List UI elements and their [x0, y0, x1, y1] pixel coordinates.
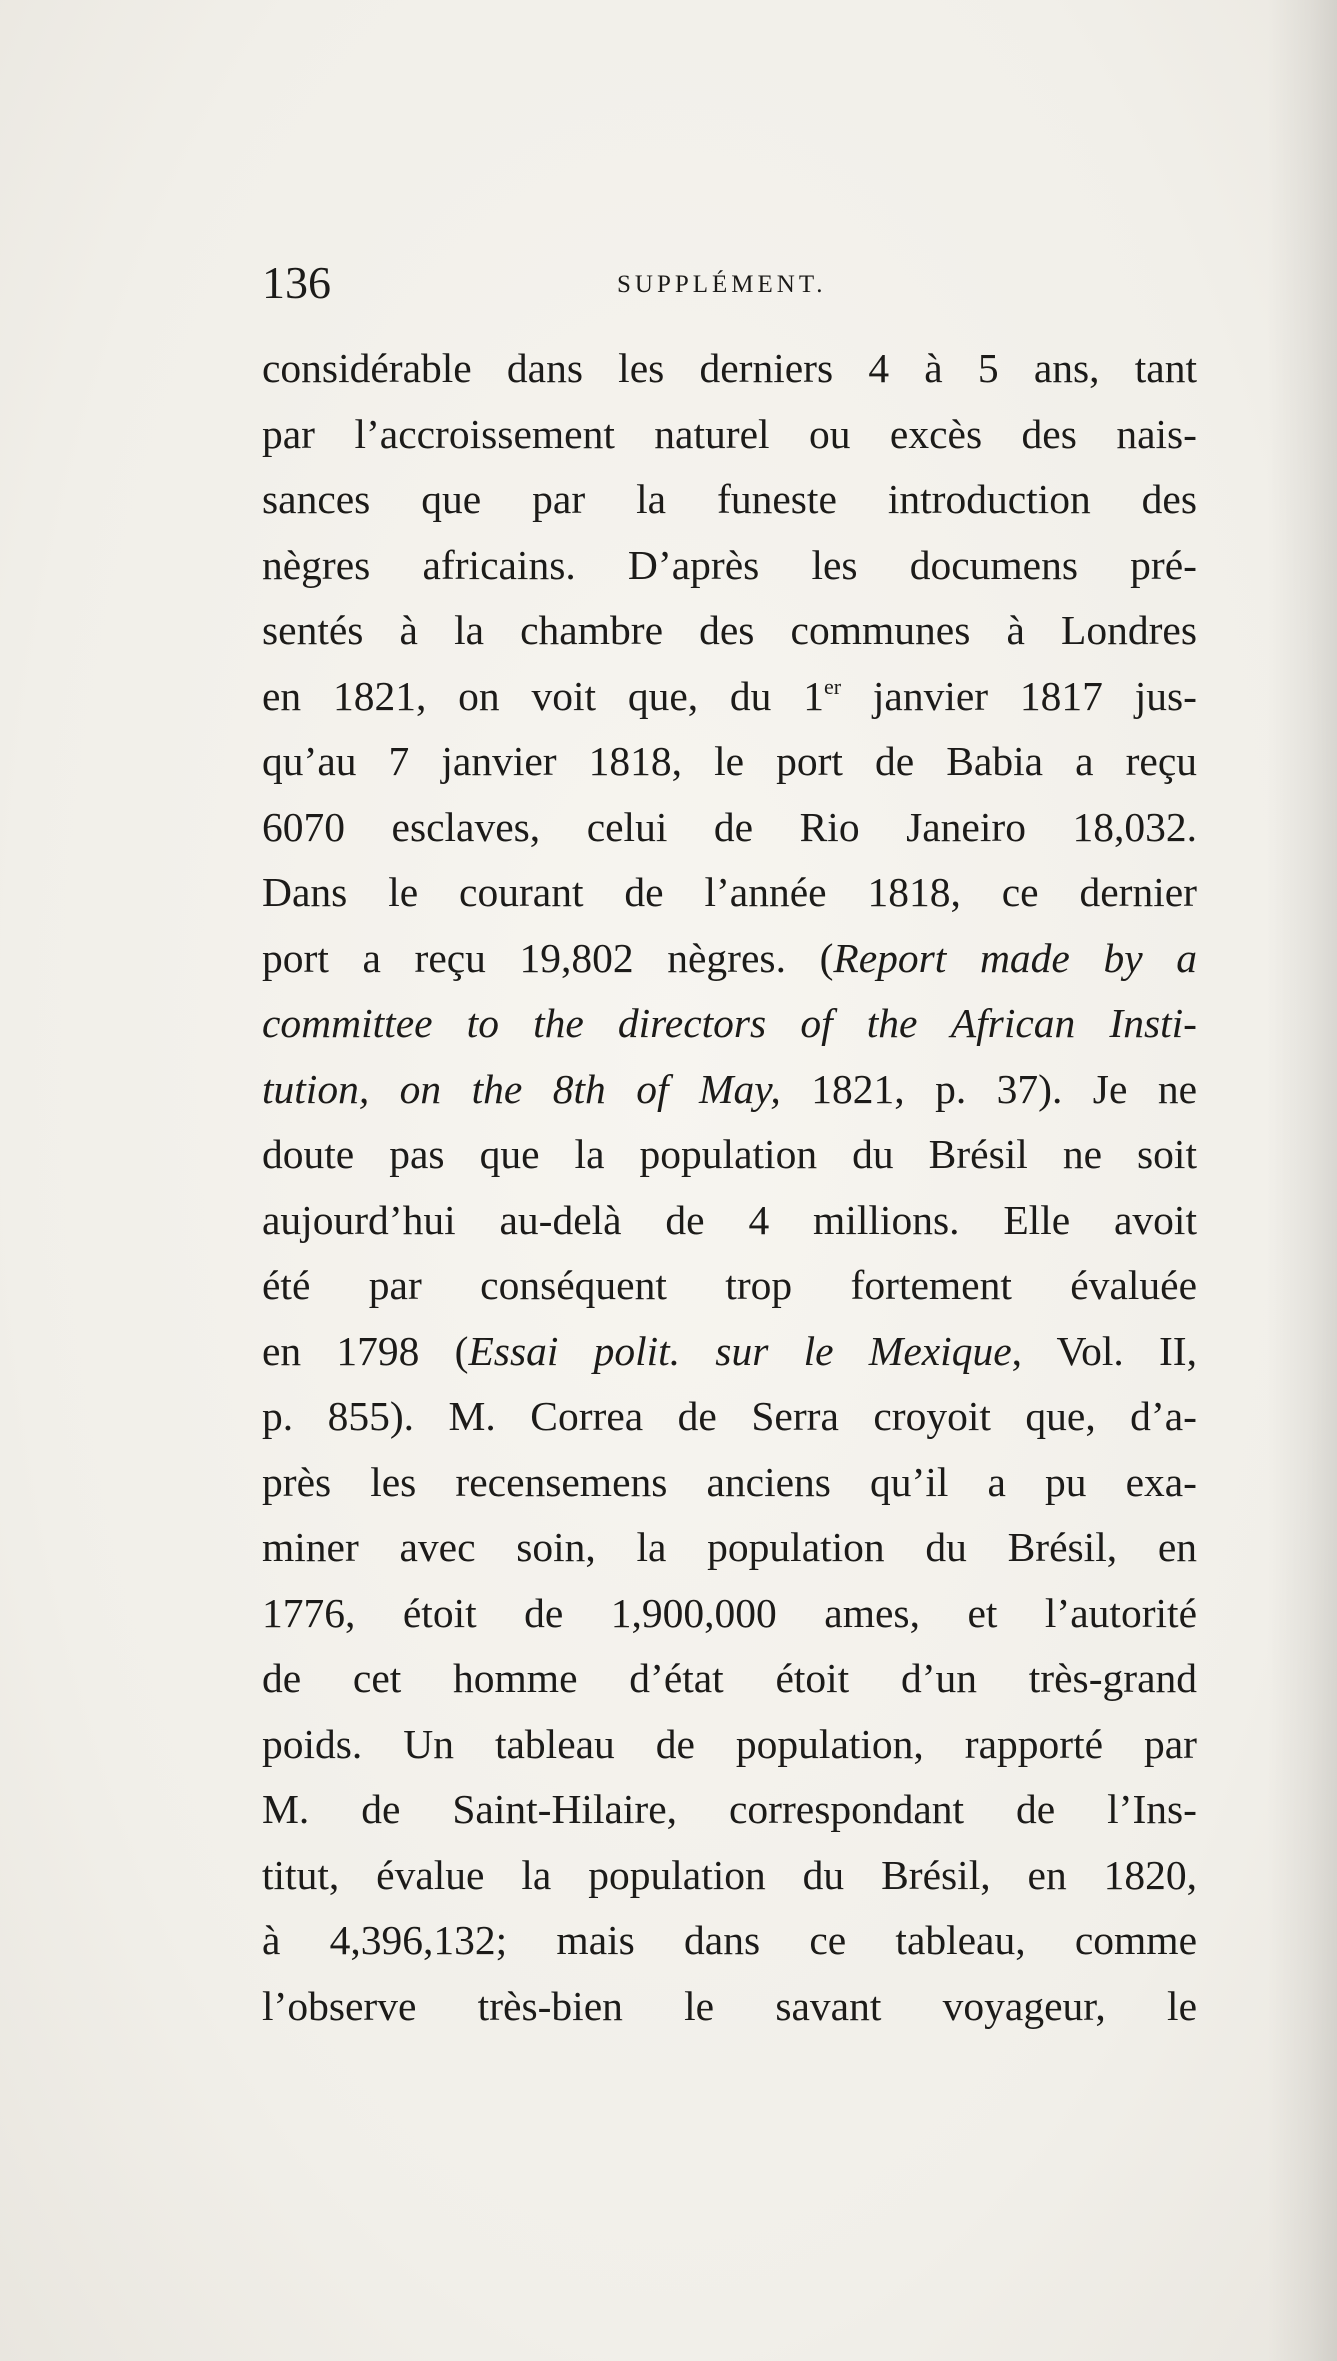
text-line — [262, 729, 1197, 795]
text-segment: sentés à la chambre des communes à Londres — [262, 607, 1197, 653]
text-line — [262, 1974, 1197, 2040]
italic-citation: tution, on the 8th of May, — [262, 1065, 781, 1112]
text-segment: nègres africains. D’après les documens pré- — [262, 541, 1197, 588]
text-segment: en 1821, on voit que, du 1 — [262, 672, 824, 719]
text-segment: p. 855). M. Correa de Serra croyoit que, d’a- — [262, 1393, 1197, 1439]
italic-citation: Essai polit. sur le Mexique — [468, 1327, 1012, 1374]
text-line — [262, 598, 1197, 664]
text-segment: Dans le courant de l’année 1818, ce dernier — [262, 869, 1197, 915]
text-line — [262, 1646, 1197, 1712]
text-line — [262, 1188, 1197, 1254]
text-line — [262, 926, 1197, 992]
text-segment: près les recensemens anciens qu’il a pu exa- — [262, 1458, 1197, 1505]
text-line — [262, 860, 1197, 926]
superscript: er — [824, 673, 842, 699]
text-segment: miner avec soin, la population du Brésil, en — [262, 1524, 1197, 1570]
text-segment: poids. Un tableau de population, rapporté par — [262, 1720, 1197, 1767]
body-text — [262, 336, 1197, 2039]
text-line — [262, 1122, 1197, 1188]
text-segment: titut, évalue la population du Brésil, en 1820, — [262, 1851, 1197, 1898]
text-segment: , Vol. II, — [1011, 1327, 1197, 1374]
running-head — [262, 255, 1207, 315]
text-line — [262, 1581, 1197, 1647]
text-segment: 1821, p. 37). Je ne — [780, 1065, 1197, 1112]
text-line — [262, 533, 1197, 599]
text-segment: l’observe très-bien le savant voyageur, le — [262, 1982, 1197, 2029]
text-line — [262, 1515, 1197, 1581]
italic-citation: committee to the directors of the African Insti- — [262, 1000, 1197, 1046]
text-segment: aujourd’hui au-delà de 4 millions. Elle avoit — [262, 1196, 1197, 1243]
text-line — [262, 1712, 1197, 1778]
text-line — [262, 1319, 1197, 1385]
running-title: SUPPLÉMENT. — [617, 271, 827, 298]
text-segment: en 1798 ( — [262, 1327, 469, 1374]
text-line — [262, 1908, 1197, 1974]
text-segment: sances que par la funeste introduction des — [262, 476, 1197, 522]
text-segment: été par conséquent trop fortement évaluée — [262, 1262, 1197, 1308]
text-line — [262, 991, 1197, 1057]
text-segment: considérable dans les derniers 4 à 5 ans, tant — [262, 345, 1197, 391]
text-segment: 6070 esclaves, celui de Rio Janeiro 18,032. — [262, 803, 1197, 850]
text-line — [262, 664, 1197, 730]
italic-citation: Report made by a — [833, 934, 1197, 981]
text-segment: port a reçu 19,802 nègres. ( — [262, 934, 834, 981]
text-segment: M. de Saint-Hilaire, correspondant de l’Ins- — [262, 1786, 1197, 1832]
text-segment: de cet homme d’état étoit d’un très-grand — [262, 1655, 1197, 1701]
text-segment: à 4,396,132; mais dans ce tableau, comme — [262, 1917, 1197, 1963]
text-segment: 1776, étoit de 1,900,000 ames, et l’autorité — [262, 1589, 1197, 1636]
text-line — [262, 1384, 1197, 1450]
text-line — [262, 1777, 1197, 1843]
page-number: 136 — [262, 257, 331, 308]
text-line — [262, 402, 1197, 468]
text-line — [262, 1057, 1197, 1123]
text-line — [262, 1450, 1197, 1516]
text-segment: doute pas que la population du Brésil ne soit — [262, 1131, 1197, 1177]
text-segment: qu’au 7 janvier 1818, le port de Babia a reçu — [262, 738, 1197, 784]
text-line — [262, 467, 1197, 533]
text-segment: janvier 1817 jus- — [841, 672, 1197, 719]
text-line — [262, 1843, 1197, 1909]
text-line — [262, 795, 1197, 861]
page-edge-shadow — [1267, 0, 1337, 2361]
text-segment: par l’accroissement naturel ou excès des nais- — [262, 410, 1197, 457]
text-line — [262, 1253, 1197, 1319]
text-line — [262, 336, 1197, 402]
